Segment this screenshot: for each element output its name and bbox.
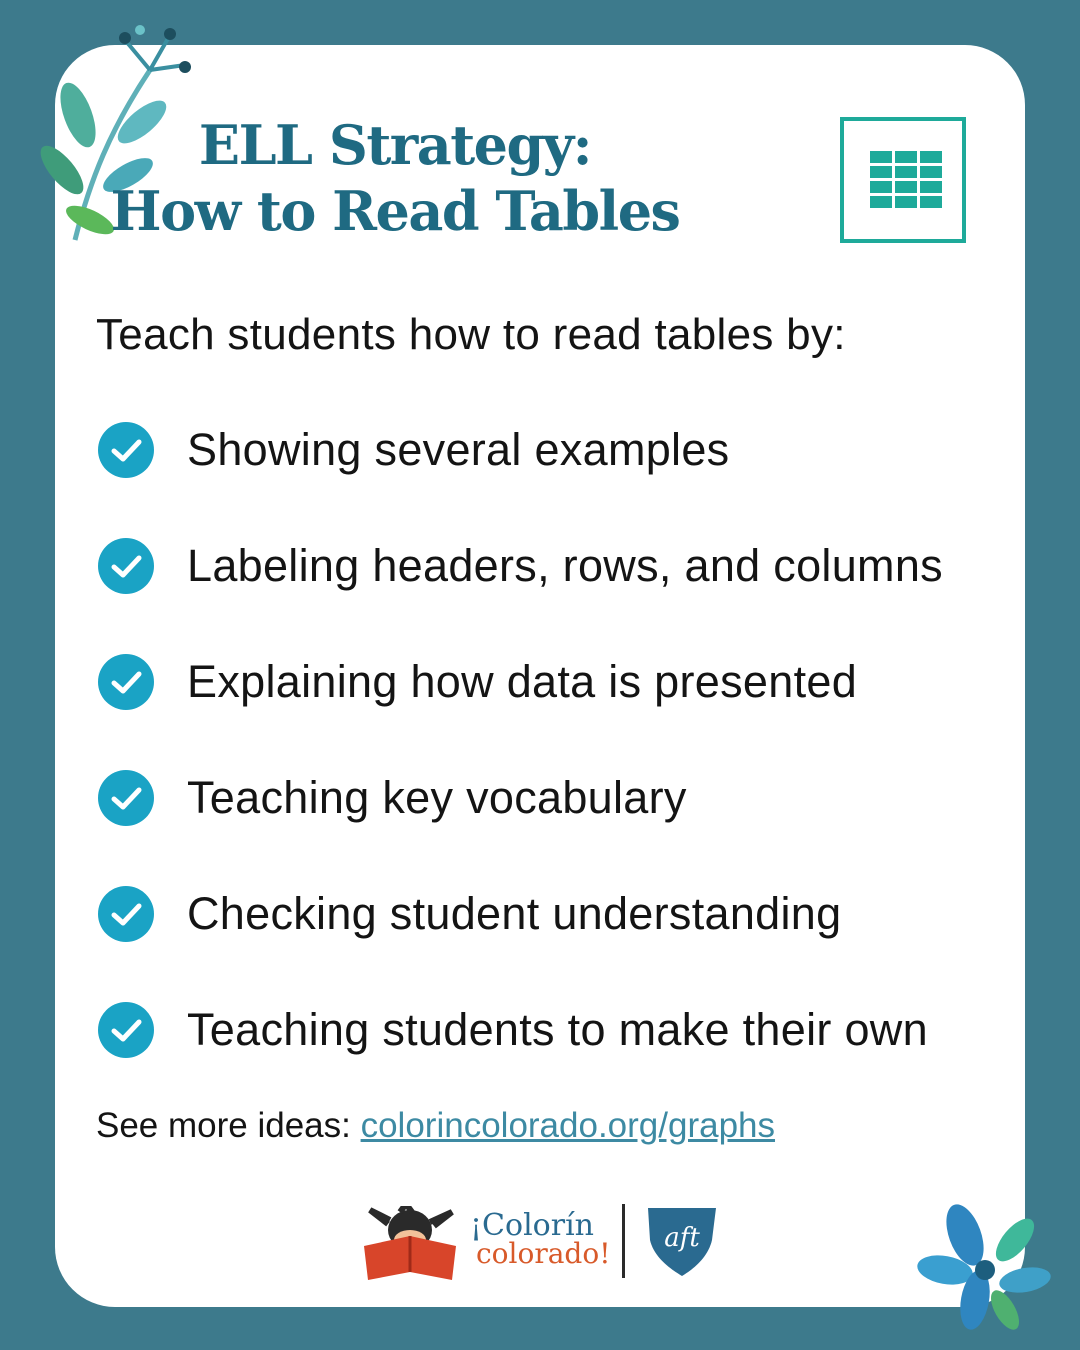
list-item-label: Teaching key vocabulary [187,772,687,823]
list-item-label: Checking student understanding [187,888,842,939]
list-item-label: Labeling headers, rows, and columns [187,540,943,591]
checkmark-icon [98,770,154,826]
list-item [98,884,841,944]
checkmark-icon [98,422,154,478]
list-item [98,768,687,828]
more-ideas-link[interactable]: colorincolorado.org/graphs [360,1106,776,1145]
list-item-label: Explaining how data is presented [187,656,858,707]
logo-text-line-2: colorado! [476,1237,611,1270]
list-item-label: Teaching students to make their own [187,1004,928,1055]
title-line-2: How to Read Tables [110,179,680,243]
logo-divider [622,1204,625,1278]
list-item [98,420,729,480]
list-item [98,652,857,712]
checkmark-icon [98,886,154,942]
checkmark-icon [98,1002,154,1058]
reading-child-logo-icon [360,1206,460,1280]
flower-decoration [915,1200,1055,1340]
aft-logo-text: aft [664,1223,700,1253]
aft-shield-logo [642,1206,722,1278]
table-icon [840,117,966,243]
checkmark-icon [98,538,154,594]
colorin-colorado-logo [470,1208,611,1270]
more-ideas-label: See more ideas: [96,1106,361,1145]
list-item [98,536,943,596]
title-line-1: ELL Strategy: [198,113,592,177]
footer-logos [360,1200,730,1280]
logo-text-line-1: ¡Colorín [470,1208,594,1243]
more-ideas [96,1106,775,1146]
list-item-label: Showing several examples [187,424,730,475]
intro-text: Teach students how to read tables by: [96,310,846,359]
list-item [98,1000,928,1060]
checkmark-icon [98,654,154,710]
